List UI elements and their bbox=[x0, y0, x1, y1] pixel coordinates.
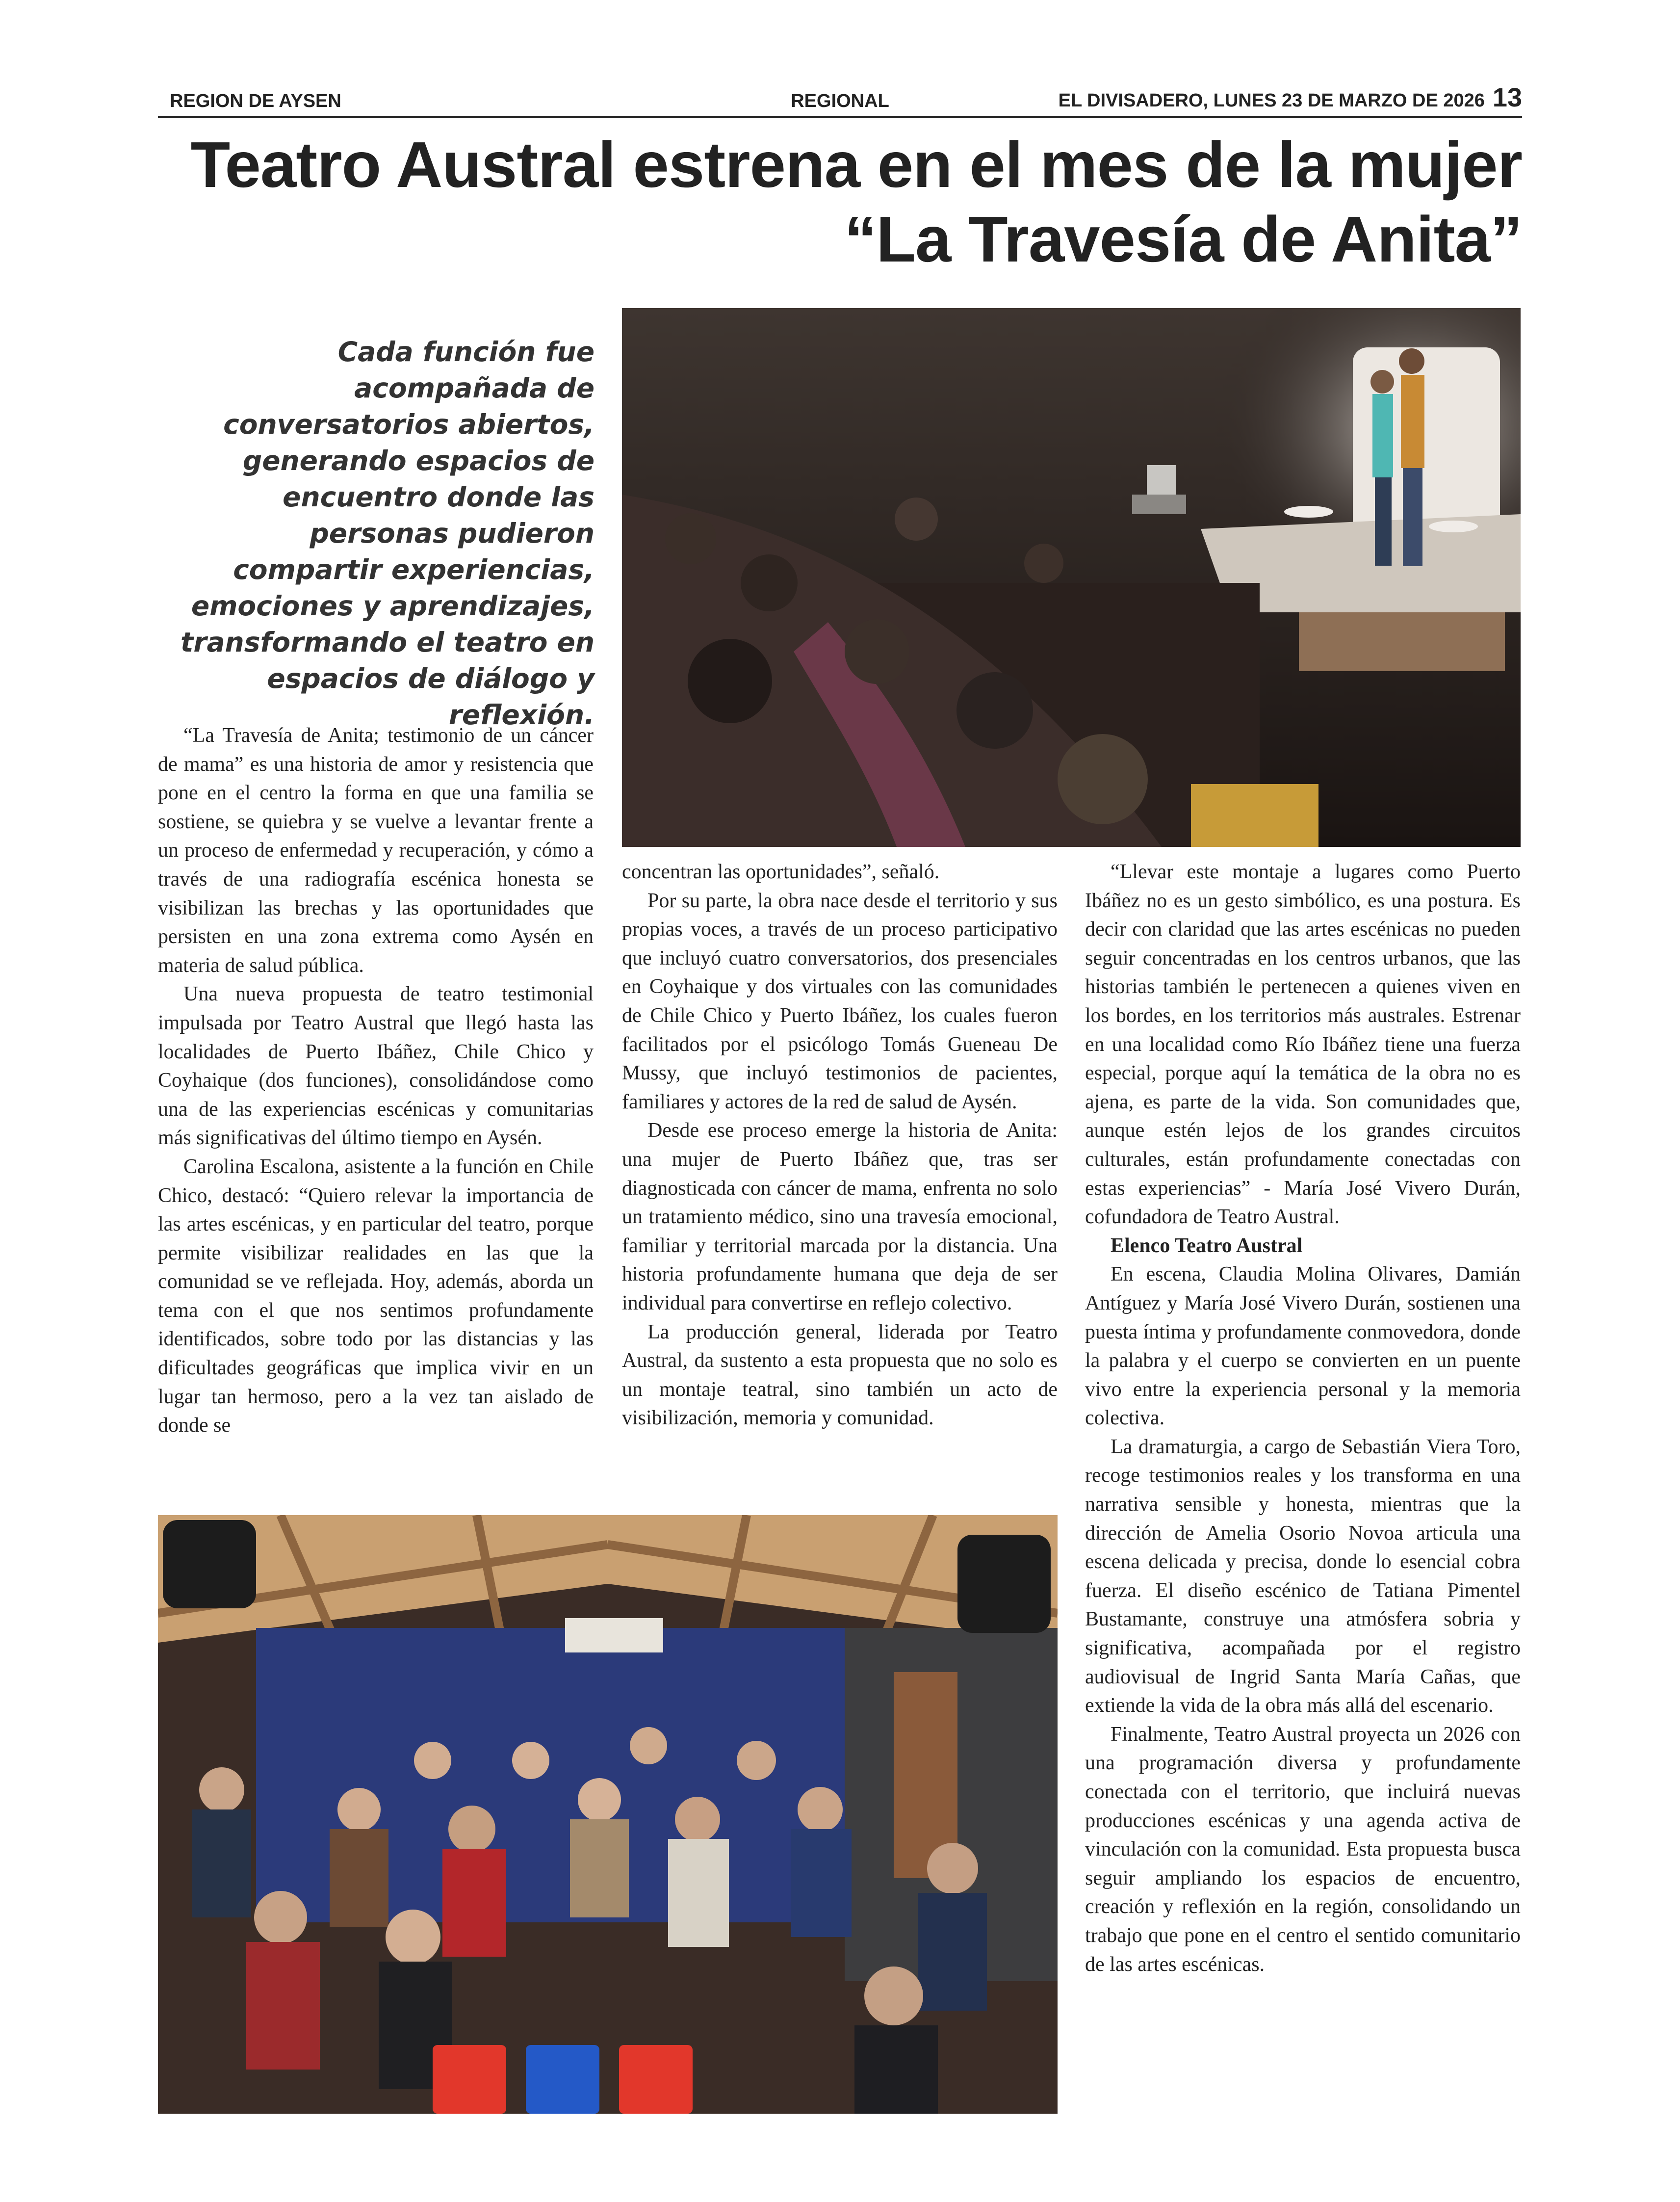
audience-group-photo bbox=[158, 1515, 1058, 2114]
article-deck: Cada función fue acompañada de conversatorios abiertos, generando espacios de encuentro donde las personas pudieron compartir experiencias, emociones y aprendizajes, transformando el teatro en espacios de diálogo y reflexión. bbox=[181, 336, 594, 731]
col1-paragraph-3: Carolina Escalona, asistente a la función en Chile Chico, destacó: “Quiero relevar la importancia de las artes escénicas, y en particular del teatro, porque permite visibilizar realidades en las que la comunidad se ve reflejada. Hoy, además, aborda un tema con el que nos sentimos profundamente identificados, sobre todo por las distancias y las dificultades geográficas que implica vivir en un lugar tan hermoso, pero a la vez tan aislado de donde se bbox=[158, 1155, 594, 1437]
col2-paragraph-4: La producción general, liderada por Teatro Austral, da sustento a esta propuesta que no solo es un montaje teatral, sino también un acto de visibilización, memoria y comunidad. bbox=[622, 1320, 1058, 1430]
section-label-center: REGIONAL bbox=[791, 91, 889, 111]
col3-paragraph-3: Finalmente, Teatro Austral proyecta un 2026 con una programación diversa y profundamente conectada con el territorio, que incluirá nuevas producciones escénicas y una agenda activa de vinculación con la comunidad. Esta propuesta busca seguir ampliando los espacios de encuentro, creación y reflexión en la región, consolidando un trabajo que pone en el centro el sentido comunitario de las artes escénicas. bbox=[1085, 1723, 1521, 1976]
col2-paragraph-3: Desde ese proceso emerge la historia de Anita: una mujer de Puerto Ibáñez que, tras ser diagnosticada con cáncer de mama, enfrenta no solo un tratamiento médico, sino una travesía emocional, familiar y territorial marcada por la distancia. Una historia profundamente humana que deja de ser individual para convertirse en reflejo colectivo. bbox=[622, 1119, 1058, 1314]
stage-photo-illustration bbox=[622, 308, 1521, 847]
col1-paragraph-2: Una nueva propuesta de teatro testimonial impulsada por Teatro Austral que llegó hasta las localidades de Puerto Ibáñez, Chile Chico y Coyhaique (dos funciones), consolidándose como una de las experiencias escénicas y comunitarias más significativas del último tiempo en Aysén. bbox=[158, 983, 594, 1150]
article-headline bbox=[158, 128, 1522, 277]
headline-line-1: Teatro Austral estrena en el mes de la mujer bbox=[190, 129, 1522, 201]
col3-paragraph-2: La dramaturgia, a cargo de Sebastián Viera Toro, recoge testimonios reales y los transforma en una narrativa sensible y honesta, mientras que la dirección de Amelia Osorio Novoa articula una escena delicada y precisa, donde lo esencial cobra fuerza. El diseño escénico de Tatiana Pimentel Bustamante, construye una atmósfera sobria y significativa, acompañada por el registro audiovisual de Ingrid Santa María Cañas, que extiende la vida de la obra más allá del escenario. bbox=[1085, 1435, 1521, 1717]
col1-paragraph-1: “La Travesía de Anita; testimonio de un cáncer de mama” es una historia de amor y resistencia que pone en el centro la forma en que una familia se sostiene, se quiebra y se vuelve a levantar frente a un proceso de enfermedad y recuperación, y cómo a través de una radiografía escénica honesta se visibilizan las brechas y las oportunidades que persisten en una zona extrema como Aysén en materia de salud pública. bbox=[158, 724, 594, 977]
col3-quote-paragraph: “Llevar este montaje a lugares como Puerto Ibáñez no es un gesto simbólico, es una postura. Es decir con claridad que las artes escénicas no pueden seguir concentradas en los centros urbanos, que las historias también le pertenecen a quienes viven en los bordes, en los territorios más australes. Estrenar en una localidad como Río Ibáñez tiene una fuerza especial, porque aquí la temática de la obra no es ajena, es parte de la vida. Son comunidades que, aunque estén lejos de los grandes circuitos culturales, están profundamente conectadas con estas experiencias” - María José Vivero Durán, cofundadora de Teatro Austral. bbox=[1085, 861, 1521, 1229]
col2-paragraph-1: concentran las oportunidades”, señaló. bbox=[622, 861, 940, 883]
date-line bbox=[1059, 82, 1522, 113]
publication-date: EL DIVISADERO, LUNES 23 DE MARZO DE 2026 bbox=[1058, 90, 1485, 111]
headline-line-2: “La Travesía de Anita” bbox=[844, 203, 1522, 275]
group-photo-illustration bbox=[158, 1515, 1058, 2114]
running-header bbox=[158, 83, 1522, 118]
cast-subheading: Elenco Teatro Austral bbox=[1111, 1234, 1303, 1257]
article-column-1 bbox=[158, 721, 594, 1496]
article-column-2 bbox=[622, 858, 1058, 1495]
stage-performance-photo bbox=[622, 308, 1521, 847]
col3-paragraph-1: En escena, Claudia Molina Olivares, Damián Antíguez y María José Vivero Durán, sostienen una puesta íntima y profundamente conmovedora, donde la palabra y el cuerpo se convierten en un puente vivo entre la experiencia personal y la memoria colectiva. bbox=[1085, 1263, 1521, 1430]
section-label-left: REGION DE AYSEN bbox=[170, 91, 341, 111]
article-column-3 bbox=[1085, 858, 1521, 2070]
page-number: 13 bbox=[1492, 83, 1522, 112]
col2-paragraph-2: Por su parte, la obra nace desde el territorio y sus propias voces, a través de un proceso participativo que incluyó cuatro conversatorios, dos presenciales en Coyhaique y dos virtuales con las comunidades de Chile Chico y Puerto Ibáñez, los cuales fueron facilitados por el psicólogo Tomás Gueneau De Mussy, que incluyó testimonios de pacientes, familiares y actores de la red de salud de Aysén. bbox=[622, 889, 1058, 1113]
